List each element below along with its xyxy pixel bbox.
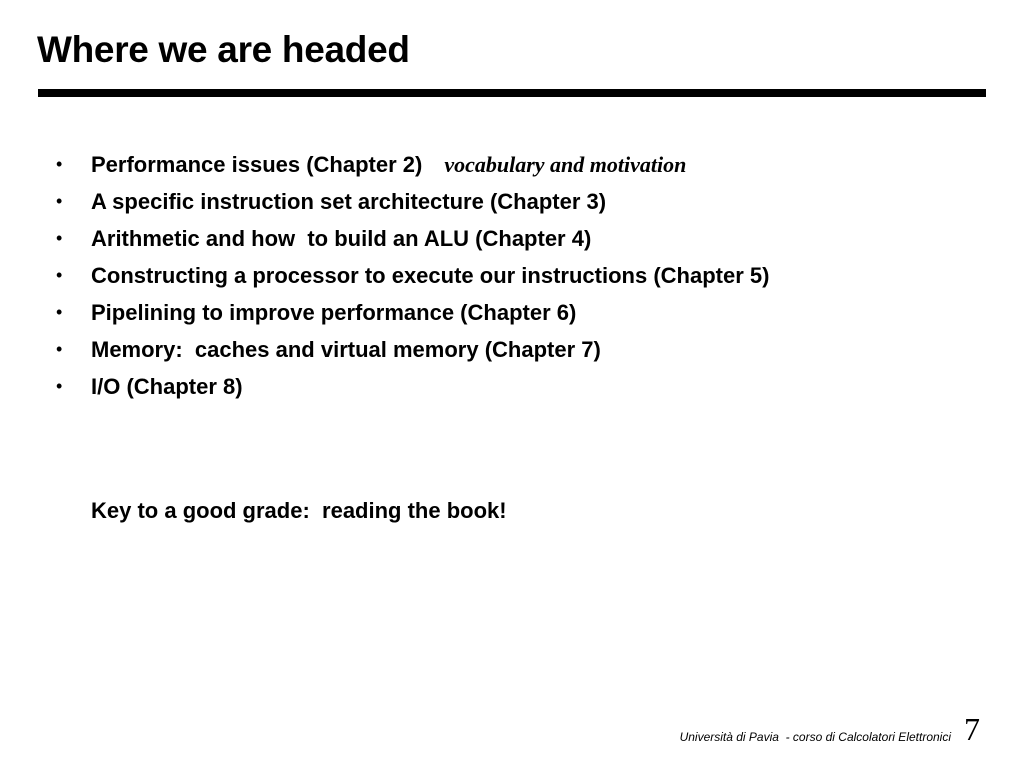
bullet-icon: •	[56, 154, 63, 174]
bullet-text: I/O (Chapter 8)	[91, 374, 243, 399]
bullet-note: vocabulary and motivation	[444, 152, 687, 177]
bullet-icon: •	[56, 191, 63, 211]
bullet-icon: •	[56, 376, 63, 396]
key-statement: Key to a good grade: reading the book!	[91, 498, 507, 523]
bullet-icon: •	[56, 265, 63, 285]
slide-title: Where we are headed	[37, 29, 410, 70]
bullet-icon: •	[56, 228, 63, 248]
bullet-text: Performance issues (Chapter 2)	[91, 152, 423, 177]
bullet-text: Constructing a processor to execute our instructions (Chapter 5)	[91, 263, 770, 288]
bullet-icon: •	[56, 302, 63, 322]
footer-text: Università di Pavia - corso di Calcolatori Elettronici	[679, 730, 951, 744]
bullet-text: Arithmetic and how to build an ALU (Chapter 4)	[91, 226, 592, 251]
bullet-text: Memory: caches and virtual memory (Chapter 7)	[91, 337, 601, 362]
bullet-text: Pipelining to improve performance (Chapter 6)	[91, 300, 577, 325]
bullet-text: A specific instruction set architecture (Chapter 3)	[91, 189, 607, 214]
page-number: 7	[964, 711, 980, 747]
bullet-icon: •	[56, 339, 63, 359]
title-divider	[38, 89, 986, 97]
